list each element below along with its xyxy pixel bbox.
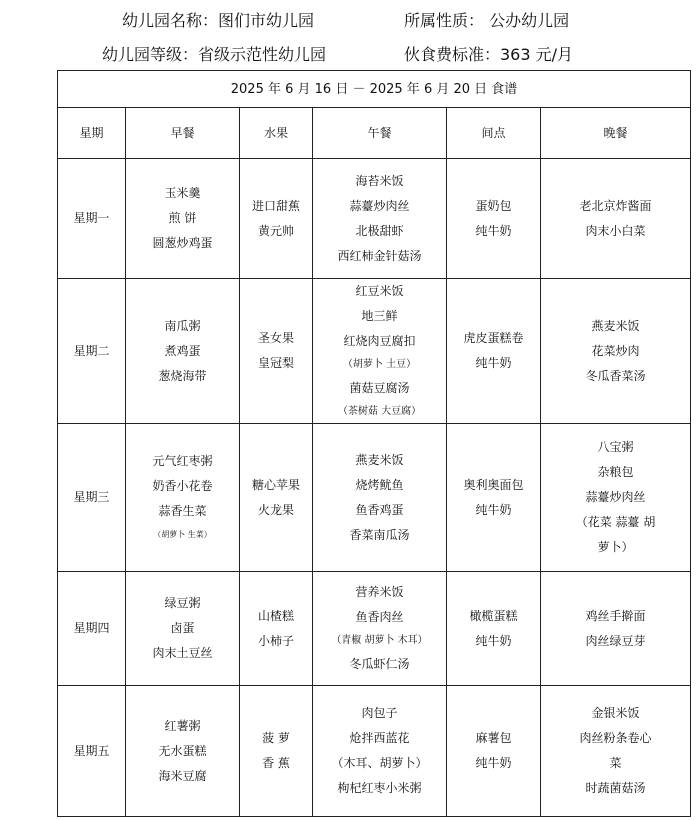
dinner-cell [541, 424, 691, 572]
breakfast-item: 卤蛋 [170, 621, 195, 635]
lunch-item: 烧烤鱿鱼 [355, 477, 404, 492]
lunch-item: 蒜薹炒肉丝 [349, 198, 410, 213]
meal-fee: 伙食费标准：363 元/月 [404, 45, 574, 64]
breakfast-cell [126, 686, 240, 817]
lunch-item: 海苔米饭 [355, 173, 404, 188]
dinner-cell [541, 686, 691, 817]
snack-cell [447, 279, 541, 424]
kindergarten-name: 幼儿园名称：图们市幼儿园 [122, 11, 315, 30]
breakfast-cell [126, 159, 240, 279]
lunch-item: 红豆米饭 [355, 284, 404, 298]
kindergarten-nature: 所属性质： 公办幼儿园 [404, 11, 570, 30]
snack-item: 橄榄蛋糕 [469, 608, 518, 623]
dinner-item: 菜 [609, 756, 622, 770]
fruit-item: 菠 萝 [262, 731, 290, 745]
lunch-item: 肉包子 [361, 706, 398, 720]
fruit-item: 圣女果 [257, 331, 294, 345]
breakfast-item: 蒜香生菜 [158, 504, 207, 518]
table-row [58, 686, 691, 817]
dinner-cell [541, 279, 691, 424]
breakfast-item: 奶香小花卷 [152, 479, 213, 493]
breakfast-item: 南瓜粥 [164, 318, 201, 333]
table-row [58, 572, 691, 686]
dinner-item: 燕麦米饭 [591, 318, 640, 333]
breakfast-item: 肉末土豆丝 [152, 646, 213, 660]
lunch-cell [313, 424, 447, 572]
day-cell: 星期三 [58, 424, 126, 572]
dinner-item: 花菜炒肉 [591, 343, 640, 358]
breakfast-item: （胡萝卜 生菜） [153, 530, 212, 539]
lunch-item: 炝拌西蓝花 [349, 731, 410, 745]
breakfast-item: 绿豆粥 [164, 596, 201, 610]
breakfast-item: 煎 饼 [168, 211, 197, 225]
lunch-cell [313, 572, 447, 686]
fruit-cell [240, 686, 313, 817]
fruit-item: 山楂糕 [257, 608, 294, 623]
lunch-item: 冬瓜虾仁汤 [349, 657, 410, 671]
table-row [58, 424, 691, 572]
snack-item: 麻薯包 [475, 731, 512, 745]
fruit-item: 香 蕉 [262, 756, 290, 770]
fruit-item: 火龙果 [257, 502, 294, 517]
weekly-menu-table [57, 70, 691, 817]
lunch-item: 鱼香鸡蛋 [355, 502, 404, 517]
fruit-item: 黄元帅 [257, 223, 294, 238]
day-cell: 星期五 [58, 686, 126, 817]
breakfast-item: 元气红枣粥 [152, 454, 213, 468]
table-row [58, 279, 691, 424]
snack-item: 纯牛奶 [475, 756, 512, 770]
snack-item: 虎皮蛋糕卷 [463, 331, 524, 345]
breakfast-item: 海米豆腐 [158, 768, 207, 783]
lunch-item: 香菜南瓜汤 [349, 527, 410, 542]
dinner-item: 肉丝绿豆芽 [585, 633, 646, 648]
kindergarten-grade: 幼儿园等级：省级示范性幼儿园 [102, 45, 327, 64]
lunch-cell [313, 279, 447, 424]
lunch-item: 地三鲜 [361, 309, 398, 323]
lunch-item: 枸杞红枣小米粥 [337, 781, 422, 795]
snack-item: 纯牛奶 [475, 356, 512, 370]
fruit-cell [240, 572, 313, 686]
breakfast-item: 无水蛋糕 [158, 743, 207, 758]
lunch-item: 西红柿金针菇汤 [337, 248, 422, 263]
col-header-lunch: 午餐 [313, 108, 447, 159]
breakfast-item: 葱烧海带 [158, 368, 207, 383]
col-header-dinner: 晚餐 [541, 108, 691, 159]
breakfast-item: 圆葱炒鸡蛋 [152, 236, 213, 250]
table-row [58, 159, 691, 279]
breakfast-cell [126, 424, 240, 572]
dinner-cell [541, 159, 691, 279]
dinner-item: 萝卜） [597, 540, 634, 554]
day-cell: 星期四 [58, 572, 126, 686]
dinner-item: 时蔬菌菇汤 [585, 781, 646, 795]
snack-item: 奥利奥面包 [463, 477, 524, 492]
fruit-cell [240, 159, 313, 279]
lunch-item: 菌菇豆腐汤 [349, 381, 410, 395]
snack-cell [447, 159, 541, 279]
fruit-cell [240, 424, 313, 572]
snack-item: 纯牛奶 [475, 633, 512, 648]
dinner-item: 八宝粥 [597, 440, 634, 454]
lunch-item: 鱼香肉丝 [355, 610, 404, 624]
dinner-cell [541, 572, 691, 686]
col-header-breakfast: 早餐 [126, 108, 240, 159]
breakfast-item: 玉米羹 [164, 186, 201, 200]
col-header-snack: 间点 [447, 108, 541, 159]
lunch-item: 营养米饭 [355, 585, 404, 599]
lunch-item: （胡萝卜 土豆） [342, 359, 417, 370]
snack-item: 纯牛奶 [475, 502, 512, 517]
breakfast-item: 煮鸡蛋 [164, 343, 201, 358]
fruit-item: 糖心苹果 [251, 477, 300, 492]
menu-title: 2025 年 6 月 16 日 － 2025 年 6 月 20 日 食谱 [58, 71, 691, 108]
col-header-fruit: 水果 [240, 108, 313, 159]
fruit-item: 小柿子 [257, 633, 294, 648]
lunch-item: 红烧肉豆腐扣 [343, 334, 416, 348]
snack-item: 蛋奶包 [475, 198, 512, 213]
lunch-item: （木耳、胡萝卜） [331, 756, 428, 770]
snack-item: 纯牛奶 [475, 223, 512, 238]
dinner-item: 老北京炸酱面 [579, 198, 652, 213]
dinner-item: 金银米饭 [591, 706, 640, 720]
day-cell: 星期一 [58, 159, 126, 279]
lunch-item: 北极甜虾 [355, 223, 404, 238]
breakfast-cell [126, 279, 240, 424]
fruit-item: 进口甜蕉 [251, 198, 300, 213]
col-header-day: 星期 [58, 108, 126, 159]
lunch-cell [313, 686, 447, 817]
snack-cell [447, 572, 541, 686]
snack-cell [447, 686, 541, 817]
dinner-item: 杂粮包 [597, 465, 634, 479]
dinner-item: （花菜 蒜薹 胡 [575, 515, 656, 529]
breakfast-cell [126, 572, 240, 686]
fruit-item: 皇冠梨 [257, 356, 294, 370]
snack-cell [447, 424, 541, 572]
dinner-item: 蒜薹炒肉丝 [585, 490, 646, 504]
day-cell: 星期二 [58, 279, 126, 424]
lunch-cell [313, 159, 447, 279]
dinner-item: 肉丝粉条卷心 [579, 731, 652, 745]
dinner-item: 鸡丝手擀面 [585, 608, 646, 623]
breakfast-item: 红薯粥 [164, 718, 201, 733]
lunch-item: 燕麦米饭 [355, 452, 404, 467]
lunch-item: （青椒 胡萝卜 木耳） [331, 635, 428, 646]
fruit-cell [240, 279, 313, 424]
lunch-item: （茶树菇 大豆腐） [337, 406, 422, 417]
dinner-item: 冬瓜香菜汤 [585, 368, 646, 383]
dinner-item: 肉末小白菜 [585, 223, 646, 238]
